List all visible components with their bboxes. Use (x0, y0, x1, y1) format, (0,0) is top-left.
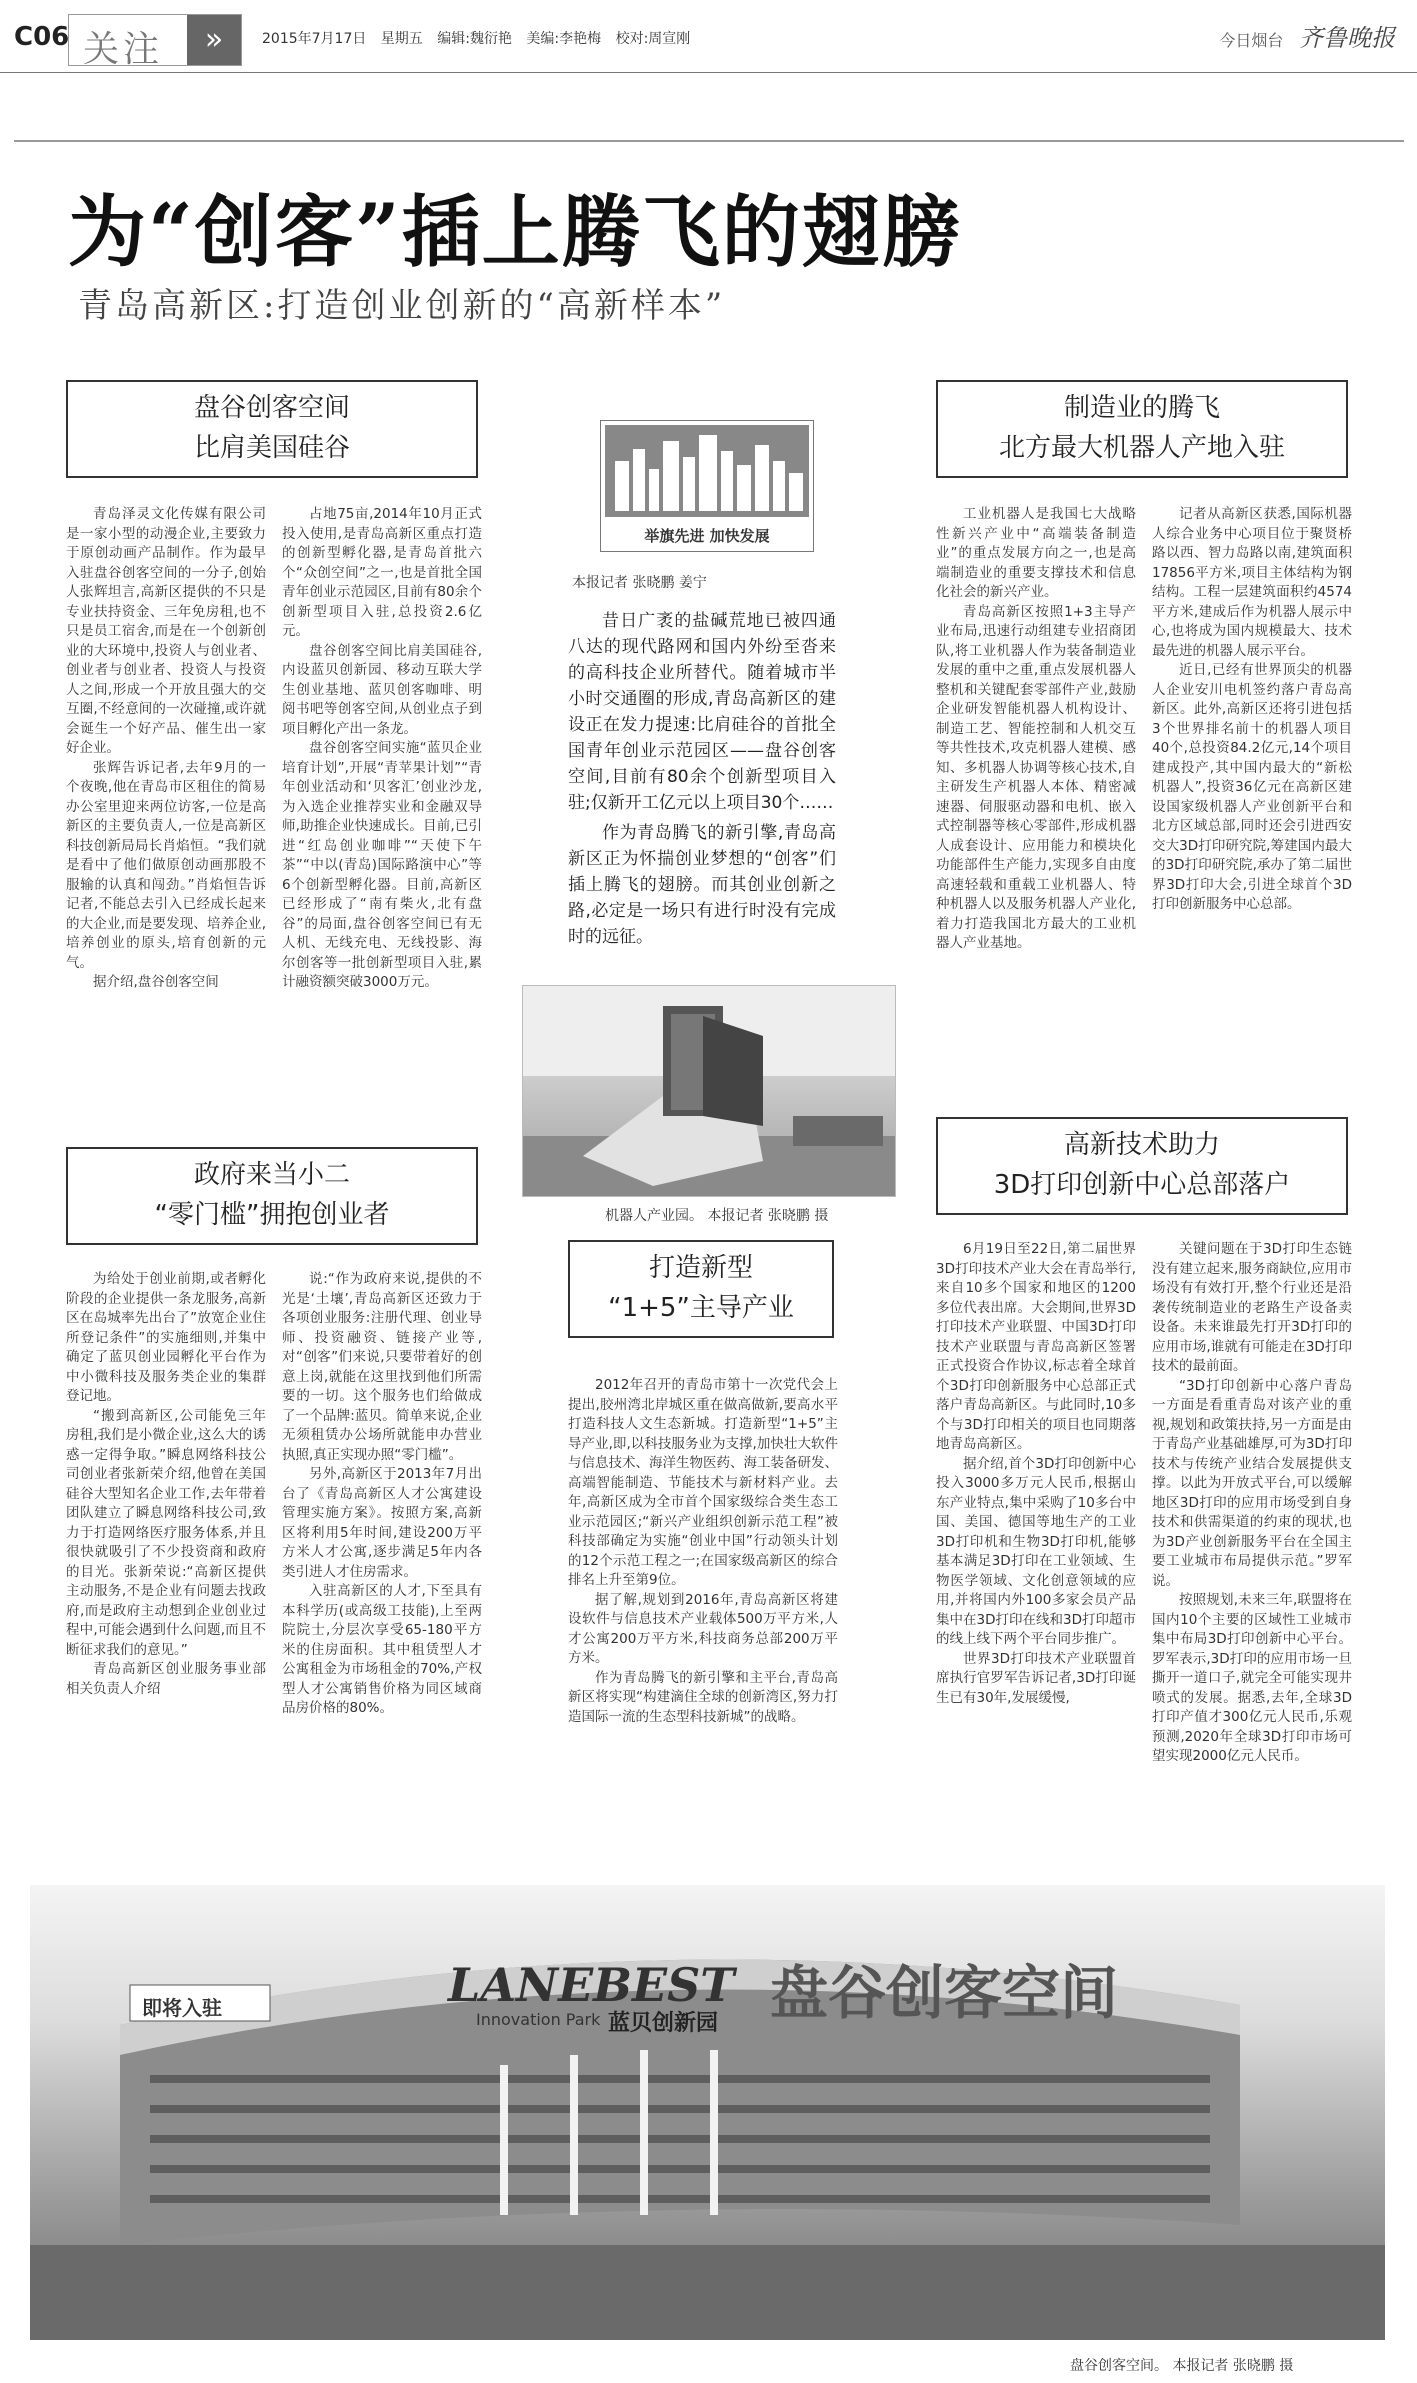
masthead-paper: 齐鲁晚报 (1299, 24, 1395, 52)
section4-heading (936, 380, 1348, 478)
sign-cn-small: 蓝贝创新园 (608, 2011, 719, 2036)
section1-col1: 青岛泽灵文化传媒有限公司是一家小型的动漫企业,主要致力于原创动画产品制作。作为最早入驻盘谷创客空间的一分子,创始人张辉坦言,高新区提供的不只是专业扶持资金、三年免房租,也不只是员工宿舍,而是在一个创新创业的大环境中,投资人与创业者、创业者与创业者、投资人与投资人之间,形成一个开放且强大的交互圈,不经意间的一次碰撞,或许就会诞生一个好产品、催生出一家好企业。 张辉告诉记者,去年9月的一个夜晚,他在青岛市区租住的简易办公室里迎来两位访客,一位是高新区的主要负责人,一位是高新区科技创新局局长肖焰恒。“我们就是看中了他们做原创动画那股不服输的认真和闯劲。”肖焰恒告诉记者,不能总去引入已经成长起来的大企业,而是要发现、培养企业,培养创业的原头,培育创新的元气。 据介绍,盘谷创客空间 (66, 506, 266, 990)
section5-col2: 关键问题在于3D打印生态链没有建立起来,服务商缺位,应用市场没有有效打开,整个行业还是沿袭传统制造业的老路生产设备卖设备。未来谁最先打开3D打印的应用市场,谁就有可能走在3D打印技术的最前面。 “3D打印创新中心落户青岛一方面是看重青岛对该产业的重视,规划和政策扶持,另一方面是由于青岛产业基础雄厚,可为3D打印技术与传统产业结合发展提供支撑。以此为开放式平台,可以缓解地区3D打印的应用市场受到自身技术和供需渠道的约束的现状,也为3D产业创新服务平台在全国主要工业城市布局提供示范。”罗军说。 按照规划,未来三年,联盟将在国内10个主要的区域性工业城市集中布局3D打印创新中心平台。罗军表示,3D打印的应用市场一旦撕开一道口子,就完全可能实现井喷式的发展。据悉,去年,全球3D打印产值才300亿元人民币,乐观预测,2020年全球3D打印市场可望实现2000亿元人民币。 (1152, 1241, 1352, 1764)
column-name: 关注 (83, 29, 164, 70)
column-tag (68, 14, 242, 70)
sign-latin: LANEBEST (448, 1958, 735, 2012)
logo-badge (600, 420, 814, 552)
section5-heading (936, 1117, 1348, 1215)
subhead: 青岛高新区:打造创业创新的“高新样本” (78, 286, 726, 326)
section1-title-line2: 比肩美国硅谷 (193, 433, 350, 463)
sign-latin-sub: Innovation Park (476, 2010, 601, 2029)
main-photo-caption: 盘谷创客空间。 本报记者 张晓鹏 摄 (1070, 2358, 1294, 2374)
section3-title-line1: 打造新型 (648, 1253, 753, 1283)
section1-title-line1: 盘谷创客空间 (193, 393, 350, 423)
sign-cn-big: 盘谷创客空间 (770, 1959, 1119, 2027)
header-rule (0, 72, 1417, 73)
building-aerial-illustration (30, 1885, 1385, 2340)
section2-title-line2: “零门槛”拥抱创业者 (154, 1200, 390, 1230)
headline: 为“创客”插上腾飞的翅膀 (68, 187, 962, 278)
section1-heading (66, 380, 478, 478)
logo-caption: 举旗先进 加快发展 (644, 527, 770, 545)
section5-title-line2: 3D打印创新中心总部落户 (993, 1170, 1291, 1200)
section2-col1: 为给处于创业前期,或者孵化阶段的企业提供一条龙服务,高新区在岛城率先出台了”放宽企业住所登记条件”的实施细则,并集中确定了蓝贝创业园孵化平台作为中小微科技及服务类企业的集群登记地。 “搬到高新区,公司能免三年房租,我们是小微企业,这么大的诱惑一定得争取。”瞬息网络科技公司创业者张新荣介绍,他曾在美国硅谷大型知名企业工作,去年带着团队建立了瞬息网络科技公司,致力于打造网络医疗服务体系,并且很快就吸引了不少投资商和政府的目光。张新荣说:“高新区提供主动服务,不是企业有问题去找政府,而是政府主动想到企业创业过程中,可能会遇到什么问题,而且不断征求我们的意见。” 青岛高新区创业服务事业部相关负责人介绍 (66, 1271, 266, 1697)
page-number: C06 (14, 22, 70, 52)
main-building-photo (30, 1885, 1385, 2340)
masthead-today: 今日烟台 (1219, 31, 1284, 50)
chevron-right-icon: » (187, 15, 241, 65)
dateline: 2015年7月17日 星期五 编辑:魏衍艳 美编:李艳梅 校对:周宣刚 (262, 31, 691, 47)
city-skyline-icon (601, 421, 813, 521)
lead-byline: 本报记者 张晓鹏 姜宁 (572, 575, 707, 591)
section5-col1: 6月19日至22日,第二届世界3D打印技术产业大会在青岛举行,来自10多个国家和地区的1200多位代表出席。大会期间,世界3D打印技术产业联盟、中国3D打印技术产业联盟与青岛高新区签署正式投资合作协议,标志着全球首个3D打印创新服务中心总部正式落户青岛高新区。与此同时,10多个与3D打印相关的项目也同期落地青岛高新区。 据介绍,首个3D打印创新中心投入3000多万元人民币,根据山东产业特点,集中采购了10多台中国、美国、德国等地生产的工业3D打印机和生物3D打印机,能够基本满足3D打印在工业领域、生物医学领域、文化创意领域的应用,并将国内外100多家会员产品集中在3D打印在线和3D打印超市的线上线下两个平台同步推广。 世界3D打印技术产业联盟首席执行官罗军告诉记者,3D打印诞生已有30年,发展缓慢, (936, 1241, 1136, 1706)
section3-title-line2: “1+5”主导产业 (608, 1293, 794, 1323)
section5-title-line1: 高新技术助力 (1063, 1130, 1220, 1160)
section4-title-line2: 北方最大机器人产地入驻 (998, 433, 1285, 463)
section3-heading (568, 1240, 834, 1338)
section1-col2: 占地75亩,2014年10月正式投入使用,是青岛高新区重点打造的创新型孵化器,是青岛首批六个“众创空间”之一,也是首批全国青年创业示范园区,目前有80余个创新型项目入驻,总投资2.6亿元。 盘谷创客空间比肩美国硅谷,内设蓝贝创新园、移动互联大学生创业基地、蓝贝创客咖啡、明阅书吧等创客空间,从创业点子到项目孵化产出一条龙。 盘谷创客空间实施“蓝贝企业培育计划”,开展“青苹果计划”“青年创业活动和‘贝客汇’创业沙龙,为入选企业推荐实业和金融双导师,助推企业快速成长。目前,已引进“红岛创业咖啡”“天使下午茶”“中以(青岛)国际路演中心”等6个创新型孵化器。目前,高新区已经形成了“南有柴火,北有盘谷”的局面,盘谷创客空间已有无人机、无线充电、无线投影、海尔创客等一批创新型项目入驻,累计融资额突破3000万元。 (282, 506, 482, 990)
section2-col2: 说:“作为政府来说,提供的不光是‘土壤’,青岛高新区还致力于各项创业服务:注册代理、创业导师、投资融资、链接产业等,对“创客”们来说,只要带着好的创意上岗,就能在这里找到他们所需要的一切。这个服务也们给做成了一个品牌:蓝贝。简单来说,企业无须租赁办公场所就能申办营业执照,真正实现办照“零门槛”。 另外,高新区于2013年7月出台了《青岛高新区人才公寓建设管理实施方案》。按照方案,高新区将利用5年时间,建设200万平方米人才公寓,逐步满足5年内各类引进人才住房需求。 入驻高新区的人才,下至具有本科学历(或高级工技能),上至两院院士,分层次享受65-180平方米的住房面积。其中租赁型人才公寓租金为市场租金的70%,产权型人才公寓销售价格为同区域商品房价格的80%。 (282, 1271, 482, 1716)
section2-heading (66, 1147, 478, 1245)
building-photo-illustration (523, 986, 895, 1196)
section4-title-line1: 制造业的腾飞 (1063, 393, 1220, 423)
robot-park-photo (522, 985, 896, 1197)
section4-col1: 工业机器人是我国七大战略性新兴产业中“高端装备制造业”的重点发展方向之一,也是高端制造业的重要支撑技术和信息化社会的新兴产业。 青岛高新区按照1+3主导产业布局,迅速行动组建专业招商团队,将工业机器人作为装备制造业发展的重中之重,重点发展机器人整机和关键配套零部件产业,鼓励企业研发智能机器人机构设计、制造工艺、智能控制和人机交互等共性技术,攻克机器人建模、感知、多机器人协调等核心技术,自主研发生产机器人本体、精密减速器、伺服驱动器和电机、嵌入式控制器等核心零部件,形成机器人成套设计、应用能力和模块化功能部件生产能力,实现多自由度高速轻载和重载工业机器人、特种机器人以及服务机器人产业化,着力打造我国北方最大的工业机器人产业基地。 (936, 506, 1136, 951)
section3-body: 2012年召开的青岛市第十一次党代会上提出,胶州湾北岸城区重在做高做新,要高水平打造科技人文生态新城。打造新型“1+5”主导产业,即,以科技服务业为支撑,加快壮大软件与信息技术、海洋生物医药、海工装备研发、高端智能制造、节能技术与新材料产业。去年,高新区成为全市首个国家级综合类生态工业示范园区;“新兴产业组织创新示范工程”被科技部确定为实施“创业中国”行动领头计划的12个示范工程之一;在国家级高新区的综合排名上升至第9位。 据了解,规划到2016年,青岛高新区将建设软件与信息技术产业载体500万平方米,人才公寓200万平方米,科技商务总部200万平方米。 作为青岛腾飞的新引擎和主平台,青岛高新区将实现“构建滴住全球的创新湾区,努力打造国际一流的生态型科技新城”的战略。 (568, 1377, 838, 1725)
robot-park-caption: 机器人产业园。 本报记者 张晓鹏 摄 (605, 1208, 829, 1224)
masthead (1219, 18, 1395, 53)
section2-title-line1: 政府来当小二 (193, 1160, 350, 1190)
section-rule (14, 140, 1404, 142)
banner-text: 即将入驻 (142, 1996, 222, 2020)
section4-col2: 记者从高新区获悉,国际机器人综合业务中心项目位于聚贤桥路以西、智力岛路以南,建筑面积17856平方米,项目主体结构为钢结构。工程一层建筑面积约4574平方米,建成后作为机器人展示中心,也将成为国内规模最大、技术最先进的机器人展示平台。 近日,已经有世界顶尖的机器人企业安川电机签约落户青岛高新区。此外,高新区还将引进包括3个世界排名前十的机器人项目40个,总投资84.2亿元,14个项目建成投产,其中国内最大的“新松机器人”,投资36亿元在高新区建设国家级机器人产业创新平台和北方区域总部,同时还会引进西安交大3D打印研究院,筹建国内最大的3D打印研究院,承办了第二届世界3D打印大会,引进全球首个3D打印创新服务中心总部。 (1152, 506, 1352, 912)
lead-article: 昔日广袤的盐碱荒地已被四通八达的现代路网和国内外纷至沓来的高科技企业所替代。随着城市半小时交通圈的形成,青岛高新区的建设正在发力提速:比肩硅谷的首批全国青年创业示范园区——盘谷创客空间,目前有80余个创新型项目入驻;仅新开工亿元以上项目30个…… 作为青岛腾飞的新引擎,青岛高新区正为怀揣创业梦想的“创客”们插上腾飞的翅膀。而其创业创新之路,必定是一场只有进行时没有完成时的远征。 (568, 611, 836, 947)
